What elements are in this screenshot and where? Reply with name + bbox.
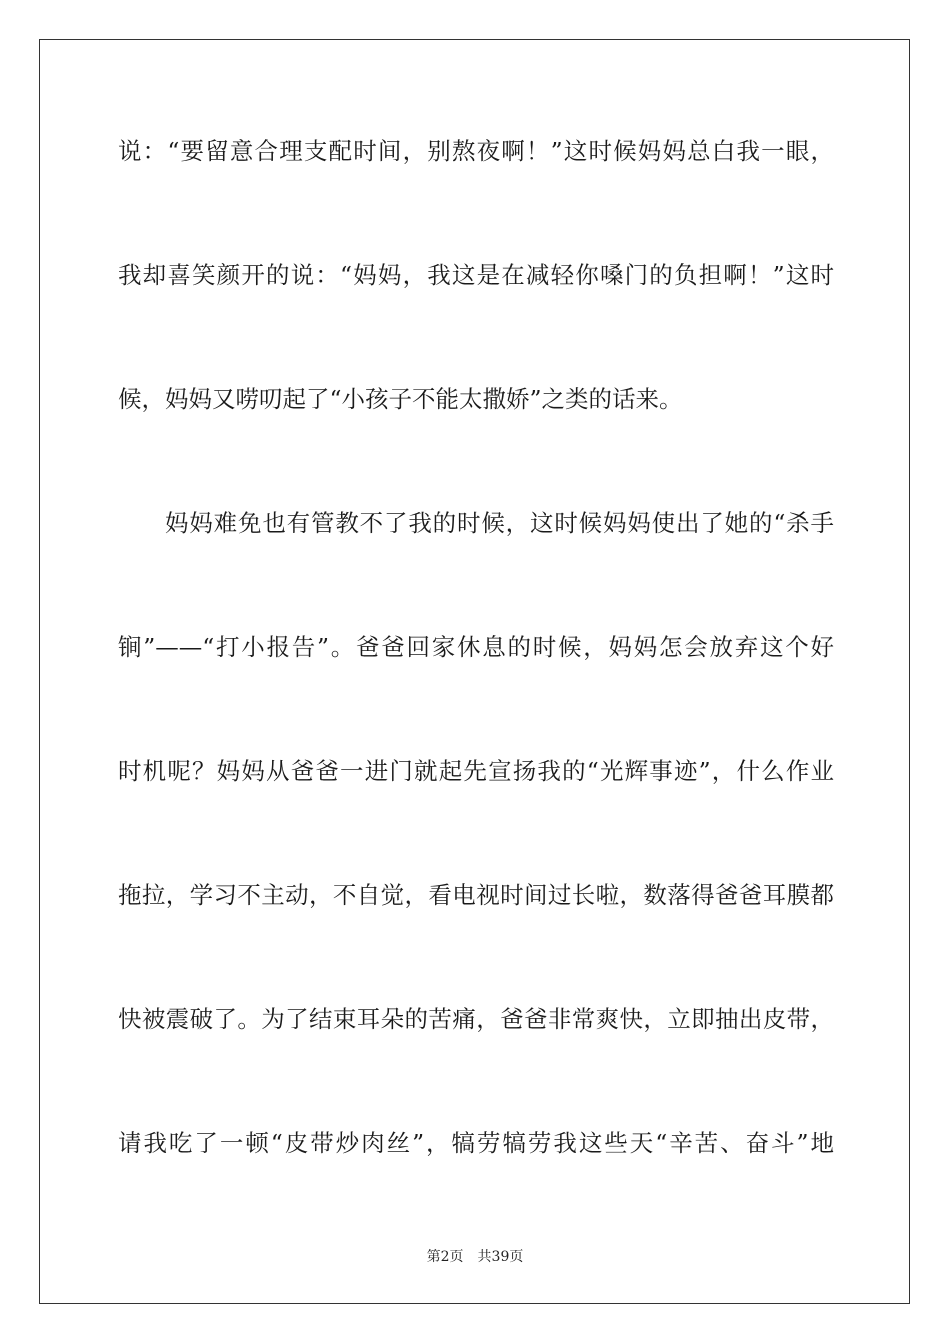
text-line-5: 锏”——“打小报告”。爸爸回家休息的时候，妈妈怎会放弃这个好 <box>118 633 834 661</box>
text-line-1: 说：“要留意合理支配时间，别熬夜啊！”这时候妈妈总白我一眼， <box>118 137 834 165</box>
text-line-8: 快被震破了。为了结束耳朵的苦痛，爸爸非常爽快，立即抽出皮带， <box>118 1005 834 1033</box>
text-line-2: 我却喜笑颜开的说：“妈妈，我这是在减轻你嗓门的负担啊！”这时 <box>118 261 834 289</box>
text-line-3: 候，妈妈又唠叨起了“小孩子不能太撒娇”之类的话来。 <box>118 385 683 413</box>
page-number: 第2页 <box>426 1249 464 1265</box>
page-border <box>39 39 910 1304</box>
text-line-4-paragraph-start: 妈妈难免也有管教不了我的时候，这时候妈妈使出了她的“杀手 <box>165 509 834 537</box>
text-line-7: 拖拉，学习不主动，不自觉，看电视时间过长啦，数落得爸爸耳膜都 <box>118 881 834 909</box>
page-footer <box>0 1248 950 1266</box>
text-line-9: 请我吃了一顿“皮带炒肉丝”，犒劳犒劳我这些天“辛苦、奋斗”地 <box>118 1129 834 1157</box>
text-line-6: 时机呢？妈妈从爸爸一进门就起先宣扬我的“光辉事迹”，什么作业 <box>118 757 834 785</box>
total-pages: 共39页 <box>477 1249 524 1265</box>
